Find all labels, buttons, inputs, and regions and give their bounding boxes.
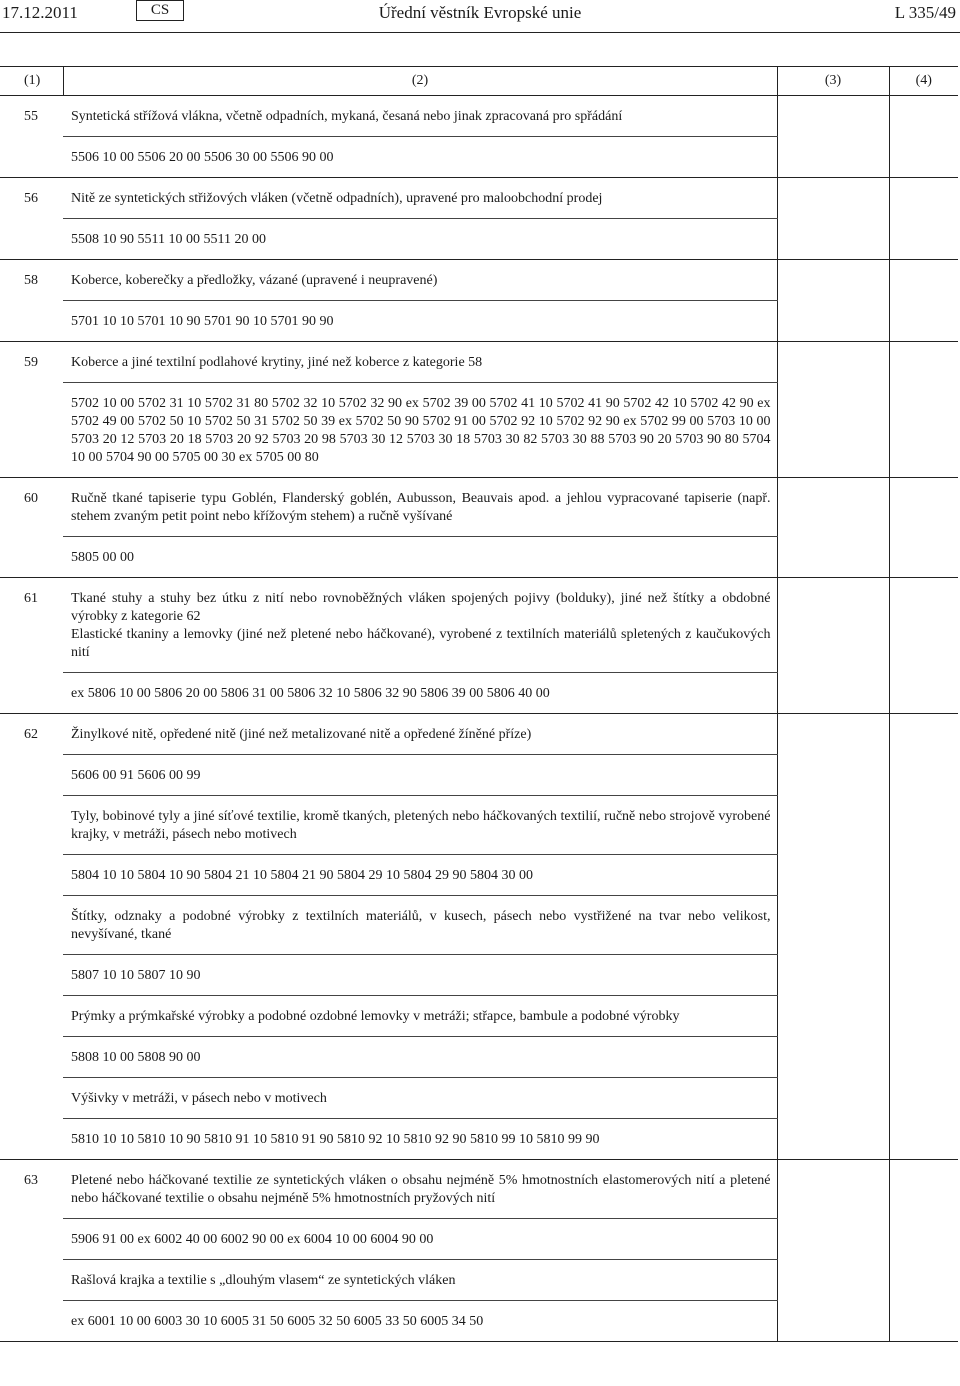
description-text: Elastické tkaniny a lemovky (jiné než pletené nebo háčkované), vyrobené z textilních materiálů spletených z kaučukových nití [71,627,771,660]
column-3-cell [777,1037,889,1078]
column-3-cell [777,1160,889,1219]
description-text: Ručně tkané tapiserie typu Goblén, Flanderský goblén, Aubusson, Beauvais apod. a jehlou vypracované tapiserie (např. stehem zvaným petit point nebo křížovým stehem) a ručně vyšívané [71,491,771,524]
table-row [0,383,958,478]
category-number [0,1301,63,1342]
category-description [63,342,777,383]
category-description [63,714,777,755]
category-number [0,383,63,478]
column-4-cell [889,1119,958,1160]
page-header [0,0,960,28]
table-row [0,260,958,301]
column-3-cell [777,342,889,383]
column-3-cell [777,301,889,342]
description-text: 5804 10 10 5804 10 90 5804 21 10 5804 21 90 5804 29 10 5804 29 90 5804 30 00 [71,868,533,883]
column-4-cell [889,1301,958,1342]
table-row [0,996,958,1037]
category-description [63,1160,777,1219]
category-number [0,1037,63,1078]
column-4-cell [889,301,958,342]
column-3-cell [777,1260,889,1301]
category-description [63,537,777,578]
column-3-cell [777,955,889,996]
column-3-cell [777,178,889,219]
description-text: Nitě ze syntetických střižových vláken (včetně odpadních), upravené pro maloobchodní prodej [71,191,603,206]
description-text: 5701 10 10 5701 10 90 5701 90 10 5701 90 90 [71,314,334,329]
column-3-cell [777,896,889,955]
description-text: ex 6001 10 00 6003 30 10 6005 31 50 6005 32 50 6005 33 50 6005 34 50 [71,1314,484,1329]
column-header-4: (4) [889,67,958,96]
description-text: Žinylkové nitě, opředené nitě (jiné než metalizované nitě a opředené žíněné příze) [71,727,532,742]
category-number: 55 [24,109,38,124]
description-text: Tyly, bobinové tyly a jiné síťové textilie, kromě tkaných, pletených nebo háčkovaných textilií, ručně nebo strojově vyrobené krajky, v metráži, pásech nebo motivech [71,809,771,842]
description-text: 5805 00 00 [71,550,134,565]
category-description [63,578,777,673]
description-text: 5606 00 91 5606 00 99 [71,768,201,783]
column-4-cell [889,578,958,673]
category-description [63,96,777,137]
column-3-cell [777,1219,889,1260]
table-row [0,673,958,714]
column-3-cell [777,137,889,178]
table-row [0,1119,958,1160]
table-row [0,1260,958,1301]
table-row [0,1160,958,1219]
category-number: 56 [24,191,38,206]
category-number [0,955,63,996]
description-text: Štítky, odznaky a podobné výrobky z textilních materiálů, v kusech, pásech nebo vystřižené na tvar nebo velikost, nevyšívané, tkané [71,909,771,942]
category-number: 63 [24,1173,38,1188]
column-4-cell [889,96,958,137]
category-number [0,537,63,578]
category-description [63,478,777,537]
category-number [0,673,63,714]
table-row [0,1301,958,1342]
column-4-cell [889,137,958,178]
column-3-cell [777,755,889,796]
page-number: L 335/49 [894,3,956,22]
category-number [0,219,63,260]
category-number [0,755,63,796]
column-4-cell [889,478,958,537]
category-number [0,301,63,342]
table-row [0,1078,958,1119]
description-text: Pletené nebo háčkované textilie ze syntetických vláken o obsahu nejméně 5% hmotnostních elastomerových nití a pletené nebo háčkované textilie o obsahu nejméně 5% hmotnostních pryžových nití [71,1173,771,1206]
category-number [0,1119,63,1160]
column-3-cell [777,260,889,301]
description-text: Prýmky a prýmkařské výrobky a podobné ozdobné lemovky v metráži; střapce, bambule a podobné výrobky [71,1009,680,1024]
column-3-cell [777,996,889,1037]
category-description [63,1078,777,1119]
category-number: 58 [24,273,38,288]
column-3-cell [777,796,889,855]
category-description [63,955,777,996]
category-table [0,66,958,1342]
category-description [63,996,777,1037]
column-4-cell [889,955,958,996]
column-3-cell [777,855,889,896]
column-4-cell [889,537,958,578]
description-text: 5508 10 90 5511 10 00 5511 20 00 [71,232,266,247]
column-header-1: (1) [0,67,63,96]
category-number: 59 [24,355,38,370]
header-date: 17.12.2011 [2,3,78,22]
category-number [0,1219,63,1260]
description-text: 5506 10 00 5506 20 00 5506 30 00 5506 90 00 [71,150,334,165]
description-text: Syntetická střížová vlákna, včetně odpadních, mykaná, česaná nebo jinak zpracovaná pro spřádání [71,109,623,124]
journal-title: Úřední věstník Evropské unie [378,3,582,22]
column-3-cell [777,1078,889,1119]
description-text: 5702 10 00 5702 31 10 5702 31 80 5702 32 10 5702 32 90 ex 5702 39 00 5702 41 10 5702 41 90 5702 42 10 5702 42 90 ex 5702 49 00 5702 50 10 5702 50 31 5702 50 39 ex 5702 50 90 5702 91 00 5702 92 10 5702 92 90 ex 5702 99 00 5703 10 00 5703 20 12 5703 20 18 5703 20 92 5703 20 98 5703 30 12 5703 30 18 5703 30 82 5703 30 88 5703 90 20 5703 90 80 5704 10 00 5704 90 00 5705 00 30 ex 5705 00 80 [71,396,771,465]
table-row [0,96,958,137]
category-number: 60 [24,491,38,506]
column-4-cell [889,178,958,219]
category-description [63,1037,777,1078]
category-description [63,301,777,342]
column-3-cell [777,1119,889,1160]
column-header-2: (2) [63,67,777,96]
category-number [0,796,63,855]
description-text: Rašlová krajka a textilie s „dlouhým vlasem“ ze syntetických vláken [71,1273,456,1288]
column-3-cell [777,578,889,673]
table-row [0,301,958,342]
column-4-cell [889,1260,958,1301]
category-description [63,1301,777,1342]
column-3-cell [777,673,889,714]
category-number [0,996,63,1037]
description-text: 5906 91 00 ex 6002 40 00 6002 90 00 ex 6004 10 00 6004 90 00 [71,1232,434,1247]
column-4-cell [889,896,958,955]
category-description [63,896,777,955]
column-4-cell [889,1160,958,1219]
description-text: Tkané stuhy a stuhy bez útku z nití nebo rovnoběžných vláken spojených pojivy (bolduky), jiné než štítky a obdobné výrobky z kategorie 62 [71,591,771,624]
description-text: Koberce a jiné textilní podlahové krytiny, jiné než koberce z kategorie 58 [71,355,483,370]
category-description [63,855,777,896]
table-row [0,537,958,578]
category-description [63,673,777,714]
column-4-cell [889,796,958,855]
category-description [63,1260,777,1301]
category-number [0,137,63,178]
column-header-3: (3) [777,67,889,96]
table-row [0,896,958,955]
table-row [0,714,958,755]
column-4-cell [889,342,958,383]
table-row [0,755,958,796]
description-text: ex 5806 10 00 5806 20 00 5806 31 00 5806 32 10 5806 32 90 5806 39 00 5806 40 00 [71,686,550,701]
column-3-cell [777,96,889,137]
table-row [0,137,958,178]
table-row [0,955,958,996]
category-description [63,755,777,796]
column-4-cell [889,755,958,796]
column-header-row [0,67,958,96]
table-row [0,1219,958,1260]
table-row [0,178,958,219]
description-text: 5808 10 00 5808 90 00 [71,1050,201,1065]
category-description [63,260,777,301]
category-number [0,1078,63,1119]
table-row [0,796,958,855]
column-4-cell [889,1037,958,1078]
column-4-cell [889,1219,958,1260]
column-4-cell [889,855,958,896]
table-row [0,1037,958,1078]
column-4-cell [889,714,958,755]
column-4-cell [889,673,958,714]
category-description [63,383,777,478]
category-description [63,178,777,219]
header-rule [0,32,960,33]
category-number: 61 [24,591,38,606]
category-description [63,137,777,178]
description-text: 5807 10 10 5807 10 90 [71,968,201,983]
description-text: Výšivky v metráži, v pásech nebo v motivech [71,1091,327,1106]
column-4-cell [889,383,958,478]
column-4-cell [889,1078,958,1119]
category-description [63,219,777,260]
column-4-cell [889,996,958,1037]
table-row [0,342,958,383]
column-4-cell [889,219,958,260]
category-number: 62 [24,727,38,742]
description-text: 5810 10 10 5810 10 90 5810 91 10 5810 91 90 5810 92 10 5810 92 90 5810 99 10 5810 99 90 [71,1132,600,1147]
table-row [0,219,958,260]
table-row [0,578,958,673]
column-3-cell [777,714,889,755]
column-3-cell [777,537,889,578]
language-badge: CS [136,0,184,21]
column-3-cell [777,1301,889,1342]
category-number [0,1260,63,1301]
category-description [63,1119,777,1160]
column-4-cell [889,260,958,301]
column-3-cell [777,219,889,260]
category-description [63,1219,777,1260]
column-3-cell [777,383,889,478]
category-description [63,796,777,855]
column-3-cell [777,478,889,537]
table-row [0,478,958,537]
category-number [0,896,63,955]
table-row [0,855,958,896]
description-text: Koberce, koberečky a předložky, vázané (upravené i neupravené) [71,273,438,288]
category-number [0,855,63,896]
